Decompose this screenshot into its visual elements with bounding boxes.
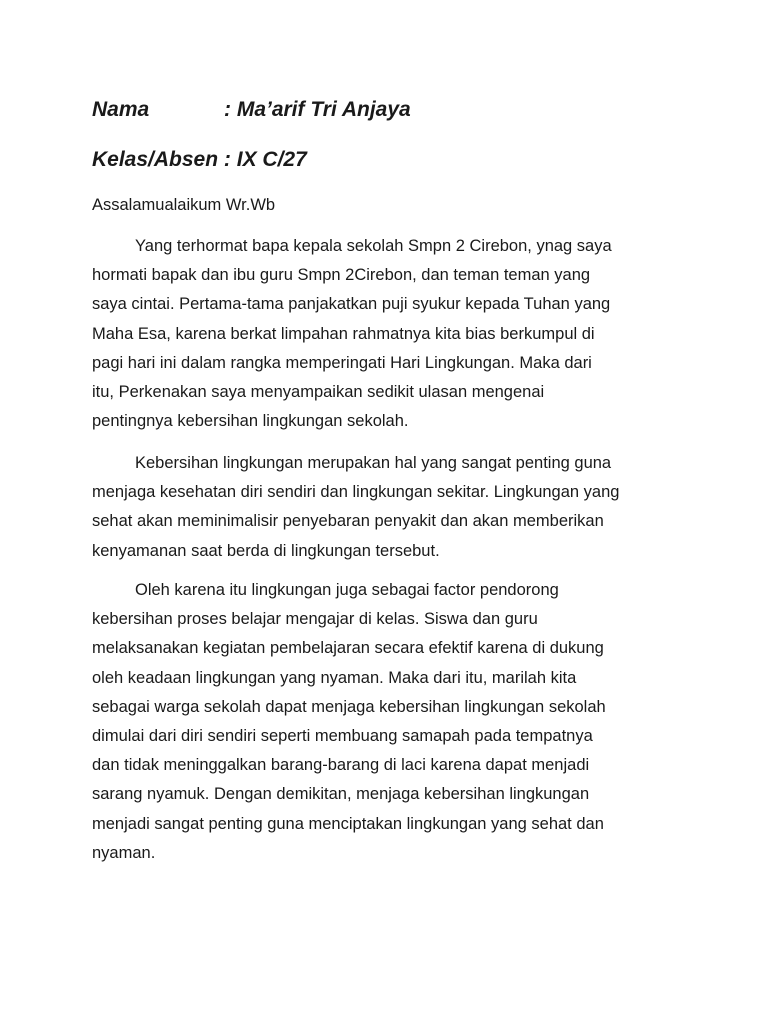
paragraph-line: hormati bapak dan ibu guru Smpn 2Cirebon, dan teman teman yang bbox=[92, 266, 591, 285]
class-label: Kelas/Absen bbox=[92, 148, 219, 171]
paragraph-line: menjadi sangat penting guna menciptakan lingkungan yang sehat dan bbox=[92, 814, 604, 833]
paragraph-line: Maha Esa, karena berkat limpahan rahmatnya kita bias berkumpul di bbox=[92, 324, 595, 343]
paragraph-closing bbox=[92, 576, 692, 868]
paragraph-line: dimulai dari diri sendiri seperti membuang samapah pada tempatnya bbox=[92, 727, 593, 746]
paragraph-line: kebersihan proses belajar mengajar di kelas. Siswa dan guru bbox=[92, 610, 538, 629]
name-value: : Ma’arif Tri Anjaya bbox=[224, 98, 411, 121]
paragraph-line: sarang nyamuk. Dengan demikitan, menjaga kebersihan lingkungan bbox=[92, 785, 590, 804]
paragraph-line: dan tidak meninggalkan barang-barang di laci karena dapat menjadi bbox=[92, 756, 590, 775]
paragraph-line: sehat akan meminimalisir penyebaran penyakit dan akan memberikan bbox=[92, 512, 604, 531]
paragraph-line: sebagai warga sekolah dapat menjaga kebersihan lingkungan sekolah bbox=[92, 697, 606, 716]
paragraph-line: itu, Perkenakan saya menyampaikan sedikit ulasan mengenai bbox=[92, 383, 545, 402]
name-heading bbox=[92, 97, 411, 123]
paragraph-line: nyaman. bbox=[92, 843, 156, 862]
name-label: Nama bbox=[92, 98, 150, 121]
class-heading bbox=[92, 147, 307, 173]
paragraph-line: Yang terhormat bapa kepala sekolah Smpn 2 Cirebon, ynag saya bbox=[135, 237, 612, 255]
paragraph-line: kenyamanan saat berda di lingkungan tersebut. bbox=[92, 541, 440, 560]
paragraph-line: pagi hari ini dalam rangka memperingati Hari Lingkungan. Maka dari bbox=[92, 353, 592, 372]
class-value: : IX C/27 bbox=[223, 148, 307, 171]
paragraph-line: oleh keadaan lingkungan yang nyaman. Maka dari itu, marilah kita bbox=[92, 668, 577, 687]
greeting-text: Assalamualaikum Wr.Wb bbox=[92, 196, 276, 214]
paragraph-importance bbox=[92, 449, 692, 566]
paragraph-line: saya cintai. Pertama-tama panjakatkan puji syukur kepada Tuhan yang bbox=[92, 295, 611, 314]
paragraph-line: Kebersihan lingkungan merupakan hal yang sangat penting guna bbox=[135, 454, 612, 472]
paragraph-opening bbox=[92, 232, 692, 436]
paragraph-line: melaksanakan kegiatan pembelajaran secara efektif karena di dukung bbox=[92, 639, 604, 658]
paragraph-line: menjaga kesehatan diri sendiri dan lingkungan sekitar. Lingkungan yang bbox=[92, 483, 620, 502]
paragraph-line: Oleh karena itu lingkungan juga sebagai factor pendorong bbox=[135, 581, 559, 599]
paragraph-line: pentingnya kebersihan lingkungan sekolah. bbox=[92, 412, 409, 431]
